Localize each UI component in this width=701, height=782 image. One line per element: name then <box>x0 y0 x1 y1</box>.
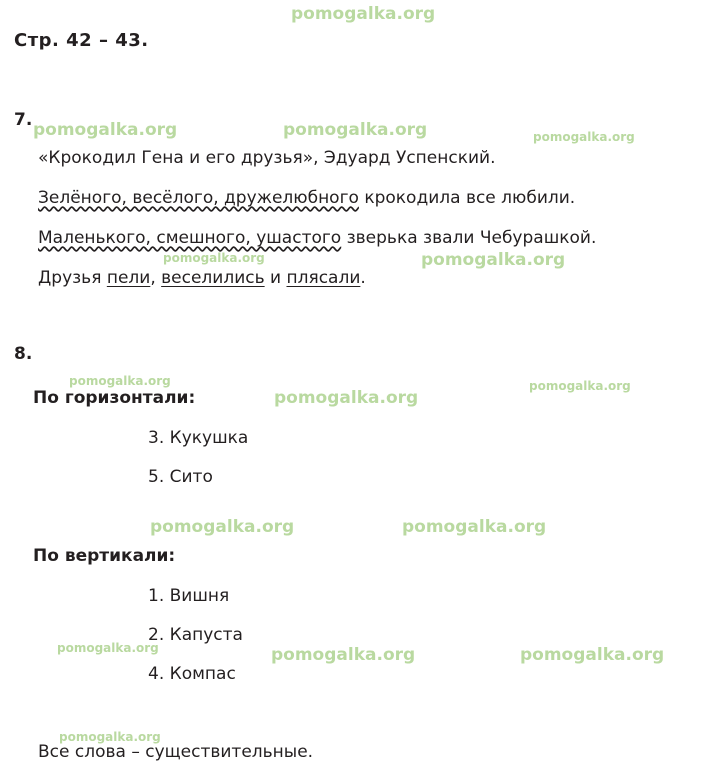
watermark: pomogalka.org <box>163 251 265 265</box>
watermark: pomogalka.org <box>533 130 635 144</box>
task-8-number: 8. <box>14 344 33 364</box>
down-item: 2. Капуста <box>148 625 243 645</box>
underlined-verb-3: плясали <box>286 268 361 288</box>
task-7-line-4-mid-2: и <box>264 268 287 288</box>
task-7-line-4-pre: Друзья <box>38 268 107 288</box>
underlined-verb-1: пели <box>106 268 151 288</box>
watermark: pomogalka.org <box>69 374 171 388</box>
watermark: pomogalka.org <box>520 645 665 665</box>
task-7-line-4 <box>38 268 366 288</box>
across-heading: По горизонтали: <box>33 388 196 408</box>
task-7-line-3 <box>38 228 596 248</box>
task-7-line-4-mid-1: , <box>150 268 162 288</box>
task-7-line-2 <box>38 188 575 208</box>
watermark: pomogalka.org <box>291 4 436 24</box>
watermark: pomogalka.org <box>271 645 416 665</box>
watermark: pomogalka.org <box>57 641 159 655</box>
watermark: pomogalka.org <box>283 120 428 140</box>
wavy-underlined-words: Маленького, смешного, ушастого <box>38 228 342 248</box>
down-item: 1. Вишня <box>148 586 230 606</box>
down-heading: По вертикали: <box>33 546 176 566</box>
down-item: 4. Компас <box>148 664 236 684</box>
task-7-number: 7. <box>14 110 33 130</box>
watermark: pomogalka.org <box>402 517 547 537</box>
task-7-line-2-rest: крокодила все любили. <box>358 188 576 208</box>
wavy-underlined-words: Зелёного, весёлого, дружелюбного <box>38 188 359 208</box>
task-7-line-1: «Крокодил Гена и его друзья», Эдуард Успенский. <box>38 148 496 168</box>
watermark: pomogalka.org <box>529 379 631 393</box>
task-7-line-4-post: . <box>360 268 366 288</box>
watermark: pomogalka.org <box>274 388 419 408</box>
across-item: 5. Сито <box>148 467 213 487</box>
watermark: pomogalka.org <box>421 250 566 270</box>
watermark: pomogalka.org <box>33 120 178 140</box>
task-7-line-3-rest: зверька звали Чебурашкой. <box>341 228 597 248</box>
underlined-verb-2: веселились <box>161 268 265 288</box>
watermark: pomogalka.org <box>59 730 161 744</box>
page-reference: Стр. 42 – 43. <box>14 30 149 51</box>
task-8-footnote: Все слова – существительные. <box>38 742 314 762</box>
across-item: 3. Кукушка <box>148 428 249 448</box>
watermark: pomogalka.org <box>150 517 295 537</box>
